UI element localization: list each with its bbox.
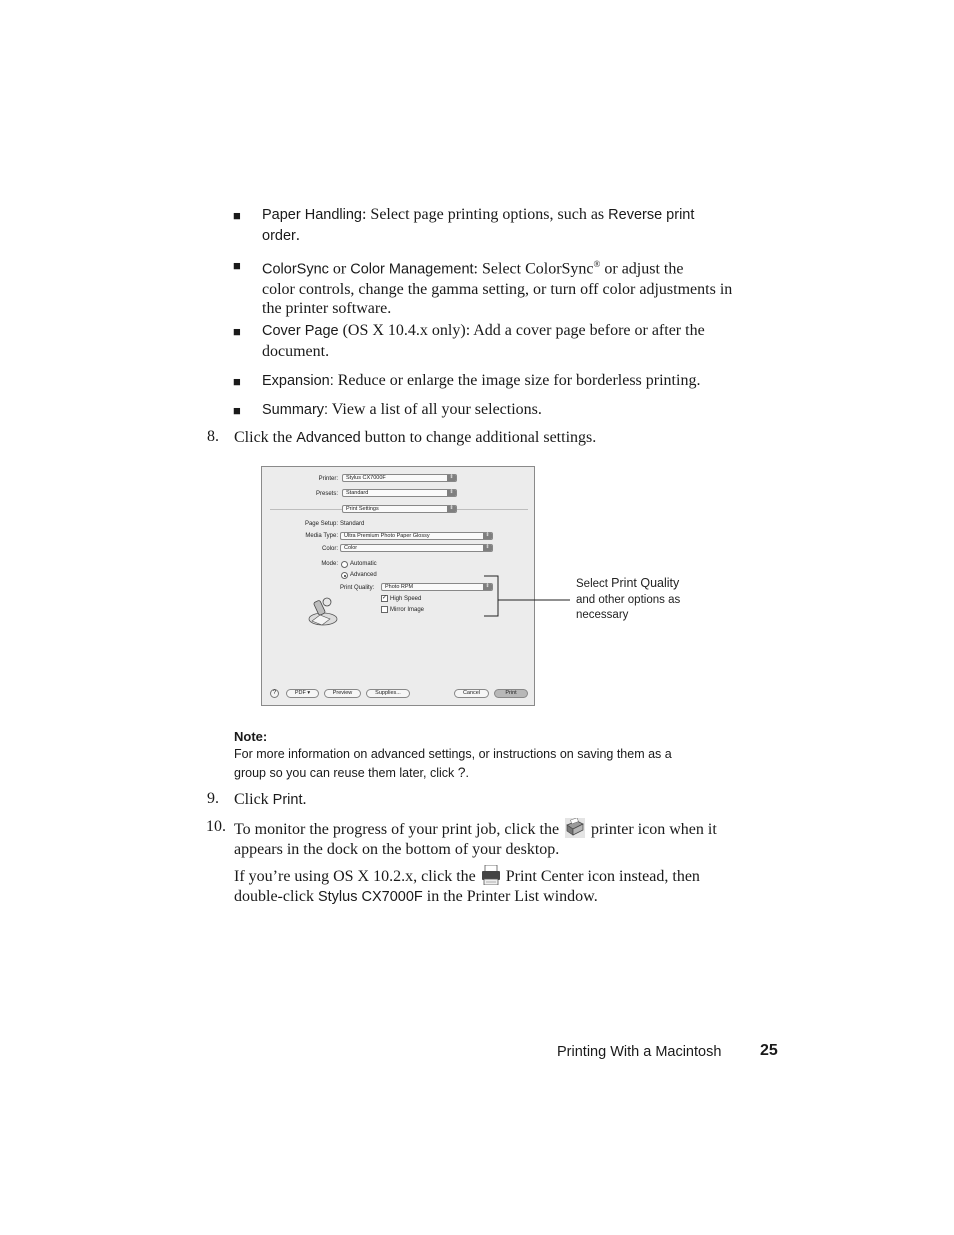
cancel-button[interactable]: Cancel [454,689,489,698]
printer-utility-icon [306,595,340,627]
popup-arrows-icon: ⇕ [483,584,492,590]
note-body: For more information on advanced settings, or instructions on saving them as a group so you can reuse them later, click ?. [234,747,672,780]
divider-left [270,509,342,510]
bullet-colorsync: ■ ColorSync or Color Management: Select ColorSync® or adjust the color controls, change the gamma setting, or turn off color adjustments in the printer software. [233,258,733,318]
popup-arrows-icon: ⇕ [483,545,492,551]
panel-popup[interactable]: Print Settings ⇕ [342,505,457,513]
media-type-label: Media Type: [305,533,338,539]
step-10-number: 10. [206,818,226,835]
popup-arrows-icon: ⇕ [447,475,456,481]
popup-arrows-icon: ⇕ [447,490,456,496]
printer-label: Printer: [318,476,338,482]
step-8-text: Click the Advanced button to change additional settings. [234,429,597,446]
callout-bracket [480,572,576,620]
media-type-popup[interactable]: Ultra Premium Photo Paper Glossy ⇕ [340,532,493,540]
mirror-image-checkbox[interactable] [381,606,388,613]
mode-automatic-label: Automatic [350,561,377,567]
help-button[interactable]: ? [270,689,279,698]
mode-automatic-radio[interactable] [341,561,348,568]
mode-advanced-label: Advanced [350,572,377,578]
mirror-image-label: Mirror Image [390,607,425,613]
bullet-glyph: ■ [233,208,241,223]
presets-label: Presets: [315,491,338,497]
bullet-expansion: ■ Expansion: Reduce or enlarge the image size for borderless printing. [262,371,754,392]
bullet-glyph: ■ [233,374,241,389]
bullet-glyph: ■ [233,403,241,418]
step-8-number: 8. [207,428,219,445]
step-9-number: 9. [207,790,219,807]
bullet-cover-page: ■ Cover Page (OS X 10.4.x only): Add a cover page before or after the document. [233,322,705,360]
note-heading: Note: [234,729,268,744]
print-button[interactable]: Print [494,689,528,698]
divider-right [457,509,528,510]
popup-arrows-icon: ⇕ [483,533,492,539]
high-speed-checkbox[interactable]: ✓ [382,595,388,601]
page-setup-value: Standard [340,521,365,527]
preview-button[interactable]: Preview [324,689,361,698]
mode-advanced-radio[interactable] [341,572,348,579]
footer-section-title: Printing With a Macintosh [557,1044,722,1060]
print-quality-label: Print Quality: [340,585,375,591]
page-number: 25 [760,1042,778,1059]
print-quality-popup[interactable]: Photo RPM ⇕ [381,583,493,591]
step-10-text: To monitor the progress of your print job, click the printer icon when it appears in the dock on the bottom of your desktop. [234,818,754,859]
color-label: Color: [321,546,338,552]
os-10-2-paragraph: If you’re using OS X 10.2.x, click the Print Center icon instead, then double-click Stylus CX7000F in the Printer List window. [234,865,754,907]
page-setup-label: Page Setup: [304,521,338,527]
pdf-button[interactable]: PDF ▾ [286,689,319,698]
printer-popup[interactable]: Stylus CX7000F ⇕ [342,474,457,482]
print-center-icon [482,865,500,885]
callout-text: Select Print Quality and other options as necessary [576,576,681,621]
bullet-summary: ■ Summary: View a list of all your selections. [262,400,754,421]
bullet-glyph: ■ [233,258,241,273]
step-9-text: Click Print. [234,791,307,808]
bullet-paper-handling: ■ Paper Handling: Select page printing options, such as Reverse print order. [233,206,695,244]
printer-icon [565,818,585,838]
high-speed-label: High Speed [390,596,422,602]
supplies-button[interactable]: Supplies... [366,689,410,698]
popup-arrows-icon: ⇕ [447,506,456,512]
mode-label: Mode: [321,561,338,567]
presets-popup[interactable]: Standard ⇕ [342,489,457,497]
bullet-glyph: ■ [233,324,241,339]
color-popup[interactable]: Color ⇕ [340,544,493,552]
